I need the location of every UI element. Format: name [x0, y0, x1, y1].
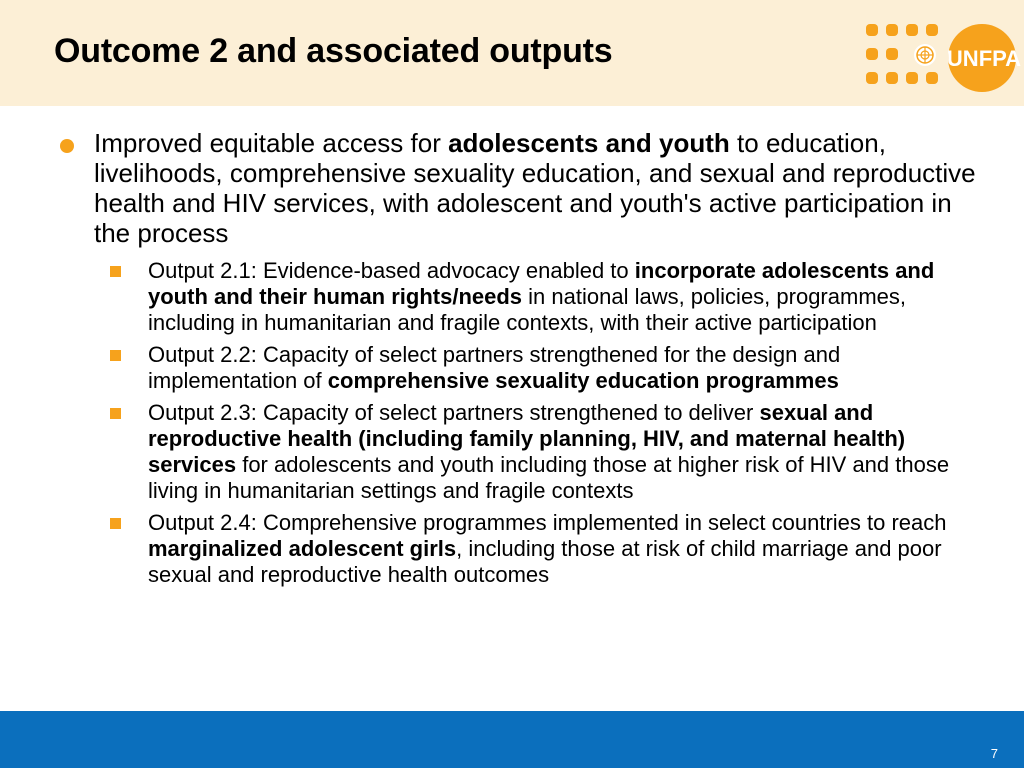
output-text: Output 2.2: Capacity of select partners strengthened for the design and implementation of comprehensive sexuality education programmes [148, 342, 841, 393]
output-text: Output 2.1: Evidence-based advocacy enabled to incorporate adolescents and youth and their human rights/needs in national laws, policies, programmes, including in humanitarian and fragile contexts, with their active participation [148, 258, 935, 335]
square-bullet-icon [110, 518, 121, 529]
slide-header [0, 0, 1024, 106]
main-bullet [60, 128, 980, 248]
square-bullet-icon [110, 266, 121, 277]
bullet-dot-icon [60, 139, 74, 153]
main-bullet-text: Improved equitable access for adolescents and youth to education, livelihoods, comprehensive sexuality education, and sexual and reproductive health and HIV services, with adolescent and youth's active participation in the process [94, 128, 976, 248]
slide-footer [0, 711, 1024, 768]
page-number: 7 [990, 746, 998, 761]
unfpa-logo [862, 18, 1024, 100]
square-bullet-icon [110, 350, 121, 361]
output-text: Output 2.4: Comprehensive programmes implemented in select countries to reach marginalized adolescent girls, including those at risk of child marriage and poor sexual and reproductive health outcomes [148, 510, 947, 587]
logo-text: UNFPA [946, 46, 1022, 71]
square-bullet-icon [110, 408, 121, 419]
output-item [110, 258, 970, 336]
output-item [110, 342, 970, 394]
output-text: Output 2.3: Capacity of select partners strengthened to deliver sexual and reproductive health (including family planning, HIV, and maternal health) services for adolescents and youth including those at higher risk of HIV and those living in humanitarian settings and fragile contexts [148, 400, 950, 503]
outputs-list [110, 258, 970, 594]
output-item [110, 400, 970, 504]
un-emblem-icon [914, 44, 936, 66]
output-item [110, 510, 970, 588]
slide-title: Outcome 2 and associated outputs [54, 32, 613, 70]
